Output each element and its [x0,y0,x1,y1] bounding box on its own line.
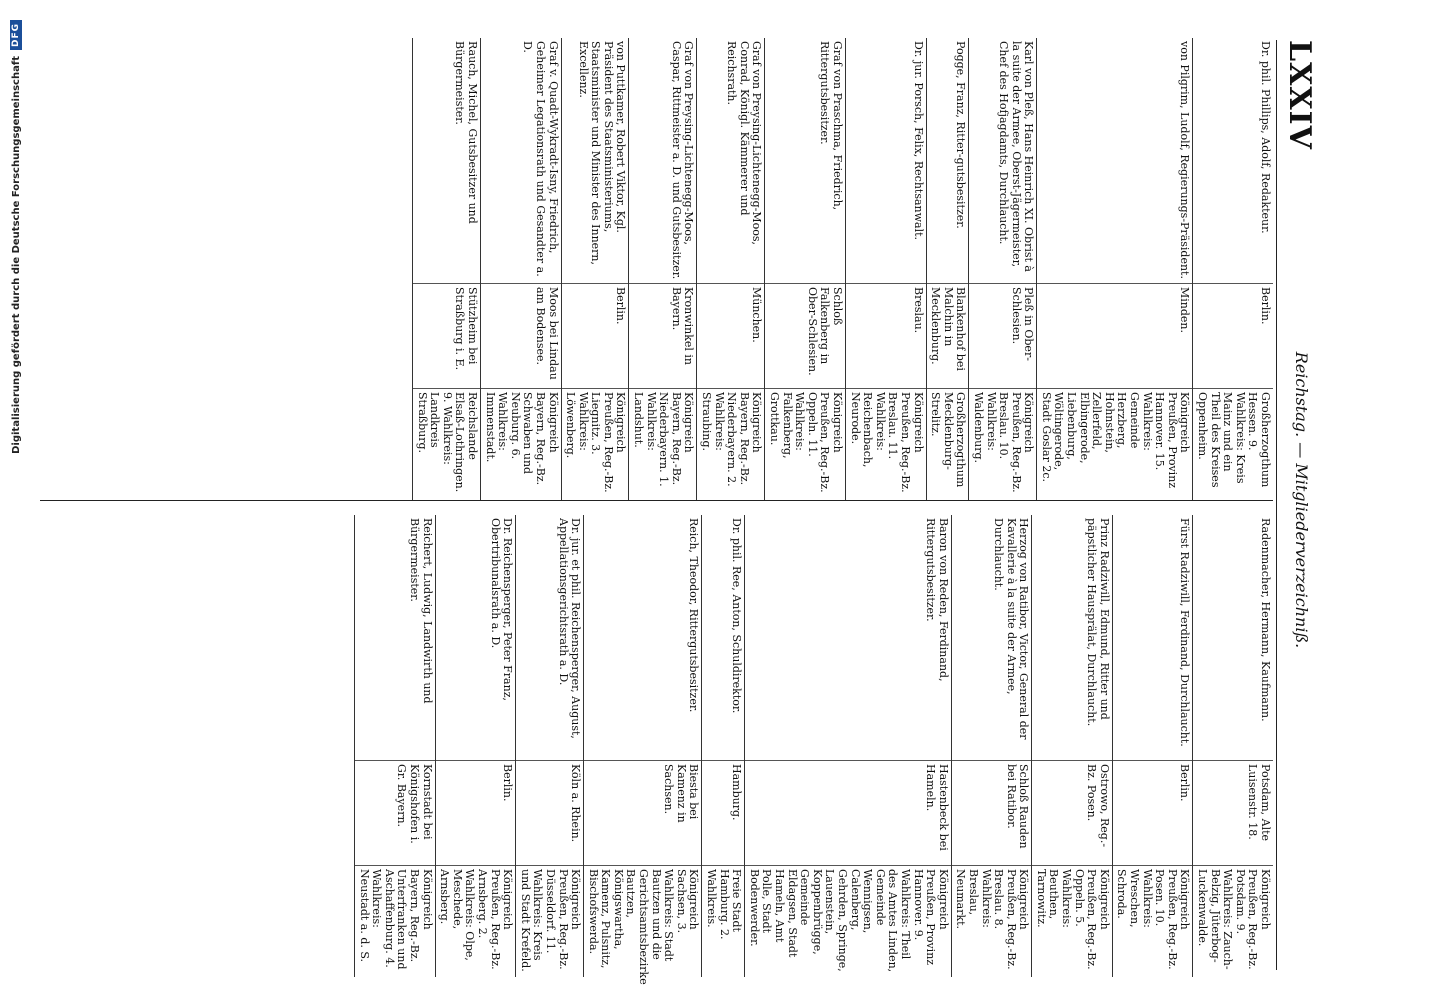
member-residence: Potsdam, Alte Luisenstr. 18. [1193,760,1273,865]
header-rule [1276,40,1277,970]
running-head: Reichstag. — Mitgliederverzeichniß. [1292,351,1311,649]
member-residence: Stützheim bei Straßburg i. E. [413,283,480,388]
member-district: Königreich Bayern, Reg.-Bz. Unterfranken und Aschaffenburg. 4. Wahlkreis: Neustadt a. d. S. [355,865,435,977]
member-residence: Berlin. [1113,760,1193,865]
member-name: Dr. phil. Phillips, Adolf, Redakteur. [1259,41,1272,234]
member-entry [1036,38,1192,500]
member-residence: Köln a. Rhein. [516,760,583,865]
member-district: Königreich Preußen, Reg.-Bz. Potsdam. 9. Wahlkreis: Zauch-Belzig, Jüterbog-Luckenwalde. [1193,865,1273,977]
digitisation-credit [8,20,24,995]
member-residence: Moos bei Lindau am Bodensee. [481,283,561,388]
member-name: Reich, Theodor, Rittergutsbesitzer. [687,518,701,713]
member-name: Reichert, Ludwig, Landwirth und Bürgermeister. [408,518,434,704]
member-district: Königreich Bayern, Reg.-Bz. Niederbayern. 2. Wahlkreis: Straubing. [697,388,764,500]
member-residence: Ostrowo, Reg.-Bz. Posen. [1032,760,1112,865]
member-name: Dr. phil. Ree, Anton, Schuldirektor. [730,518,744,714]
member-district: Königreich Preußen, Provinz Hannover. 9. Wahlkreis: Theil des Amtes Linden, Gemeinde Wennigsen, Calenberg, Gehrden, Springe, Lauenstein, Koppenbrügge, Gemeinde Eldagsen, Stadt Hameln, Amt Polle, Stadt Bodenwerder. [745,865,951,977]
member-residence: Schloß Rauden bei Ratibor. [952,760,1032,865]
member-name: Karl von Pleß, Hans Heinrich XI. Obrist à la suite der Armee, Oberst-Jägermeister, Chef des Hofjagdamts, Durchlaucht. [997,41,1036,272]
member-district: Königreich Preußen, Provinz Hannover. 15. Wahlkreis: Gemeinde Herzberg, Hohnstein, Zellerfeld, Elbingerode, Liebenburg, Wöltingerode, Stadt Goslar 2c. [1037,388,1192,500]
member-name: Herzog von Ratibor, Victor, General der Kavallerie à la suite der Armee, Durchlaucht. [992,518,1031,740]
member-residence: Breslau. [846,283,926,388]
left-column [412,38,1273,500]
member-residence: Hamburg. [702,760,744,865]
member-district: Königreich Sachsen, 3. Wahlkreis: Stadt Bautzen und die Gerichtsamtsbezirke Bautzen, Königswartha, Kamenz, Pulsnitz, Bischofswerda. [584,865,701,977]
right-column [354,515,1273,985]
member-entry [696,38,764,500]
member-district: Reichslande Elsaß-Lothringen. 9. Wahlkreis: Landkreis Straßburg. [413,388,480,500]
member-entry [845,38,926,500]
member-residence: Berlin. [436,760,516,865]
member-residence: Pleß in Ober-Schlesien. [969,283,1036,388]
member-residence: Hastenbeck bei Hameln. [745,760,951,865]
member-residence: Blankenhof bei Malchin in Mecklenburg. [927,283,969,388]
member-entry [480,38,561,500]
member-name: Radenmacher, Hermann, Kaufmann. [1259,518,1272,722]
credit-text: Digitalisierung gefördert durch die Deutsche Forschungsgemeinschaft [10,56,22,454]
member-entry [764,38,845,500]
member-district: Königreich Preußen, Reg.-Bz. Breslau. 10. Wahlkreis: Waldenburg. [969,388,1036,500]
member-district: Königreich Preußen, Reg.-Bz. Breslau. 8. Wahlkreis: Breslau, Neumarkt. [952,865,1032,977]
member-name: Fürst Radziwill, Ferdinand, Durchlaucht. [1178,518,1192,747]
member-entry [435,515,516,977]
member-residence: Schloß Falkenberg in Ober-Schlesien. [765,283,845,388]
column-divider [40,500,1273,501]
member-name: Dr. Reichensperger, Peter Franz, Obertribunalsrath a. D. [488,518,515,701]
member-district: Großherzogthum Mecklenburg-Strelitz. [927,388,969,500]
member-entry [561,38,629,500]
member-residence: Minden. [1037,283,1192,388]
member-entry [515,515,583,977]
member-name: Pogge, Franz, Ritter-gutsbesitzer. [954,41,968,229]
member-residence: Berlin. [562,283,629,388]
member-name: Graf von Preysing-Lichtenegg-Moos, Conrad, Königl. Kämmerer und Reichsrath. [725,41,764,246]
member-entry [1192,515,1273,977]
member-residence: Biesta bei Kamenz in Sachsen. [584,760,701,865]
dfg-logo: DFG [10,20,22,50]
member-entry [701,515,744,977]
member-entry [412,38,480,500]
member-district: Königreich Preußen, Reg.-Bz. Düsseldorf. 11. Wahlkreis: Kreis und Stadt Krefeld. [516,865,583,977]
member-entry [1192,38,1273,500]
member-name: von Puttkamer, Robert Viktor, Kgl. Präsident des Staatsministeriums, Staatsminister und Minister des Innern, Excellenz. [576,41,628,265]
member-residence: Kornstadt bei Königshofen i. Gr. Bayern. [355,760,435,865]
member-district: Königreich Preußen, Reg.-Bz. Liegnitz. 3. Wahlkreis: Löwenberg. [562,388,629,500]
member-entry [354,515,435,977]
member-entry [968,38,1036,500]
member-district: Königreich Bayern, Reg.-Bz. Niederbayern. 1. Wahlkreis: Landshut. [630,388,697,500]
member-name: Dr. jur. Porsch, Felix, Rechtsanwalt. [911,41,925,241]
member-name: Rauch, Michel, Gutsbesitzer und Bürgermeister. [453,41,479,224]
member-name: Graf von Praschma, Friedrich, Rittergutsbesitzer. [818,41,844,211]
member-name: Graf v. Quadt-Wykradt-Isny, Friedrich, Geheimer Legationsrath und Gesandter a. D. [521,41,560,277]
member-name: von Pilgrim, Ludolf, Regierungs-Präsident. [1178,41,1192,279]
member-district: Königreich Preußen, Reg.-Bz. Arnsberg. 2. Wahlkreis: Olpe, Meschede, Arnsberg. [436,865,516,977]
member-entry [583,515,701,985]
member-district: Königreich Preußen, Reg.-Bz. Breslau. 11. Wahlkreis: Reichenbach, Neurode. [846,388,926,500]
member-entry [926,38,969,500]
member-residence: Kronwinkel in Bayern. [630,283,697,388]
member-district: Königreich Bayern, Reg.-Bz. Schwaben und Neuburg. 6. Wahlkreis: Immenstadt. [481,388,561,500]
page-number: LXXIV [1282,40,1317,150]
member-residence: Berlin. [1193,283,1273,388]
member-entry [1112,515,1193,977]
member-district: Königreich Preußen, Reg.-Bz. Oppeln. 11. Wahlkreis: Falkenberg, Grottkau. [765,388,845,500]
member-entry [744,515,951,977]
member-district: Königreich Preußen, Reg.-Bz. Oppeln. 5. Wahlkreis: Beuthen, Tarnowitz. [1032,865,1112,977]
member-name: Graf von Preysing-Lichtenegg-Moos, Caspar, Rittmeister a. D. und Gutsbesitzer. [669,41,696,280]
member-name: Dr. jur. et phil. Reichensperger, August, Appellationsgerichtsrath a. D. [556,518,583,739]
member-name: Baron von Reden, Ferdinand, Rittergutsbesitzer. [924,518,950,682]
member-name: Prinz Radziwill, Edmund, Ritter und päpstlicher Hausprälat, Durchlaucht. [1085,518,1111,727]
member-district: Großherzogthum Hessen. 9. Wahlkreis: Kreis Mainz und ein Theil des Kreises Oppenheim. [1193,388,1273,500]
member-residence: München. [697,283,764,388]
member-entry [1031,515,1112,977]
member-entry [951,515,1032,977]
member-district: Königreich Preußen, Reg.-Bz. Posen. 10. Wahlkreis: Wreschen, Schroda. [1113,865,1193,977]
member-district: Freie Stadt Hamburg. 2. Wahlkreis. [702,865,744,977]
member-entry [629,38,697,500]
